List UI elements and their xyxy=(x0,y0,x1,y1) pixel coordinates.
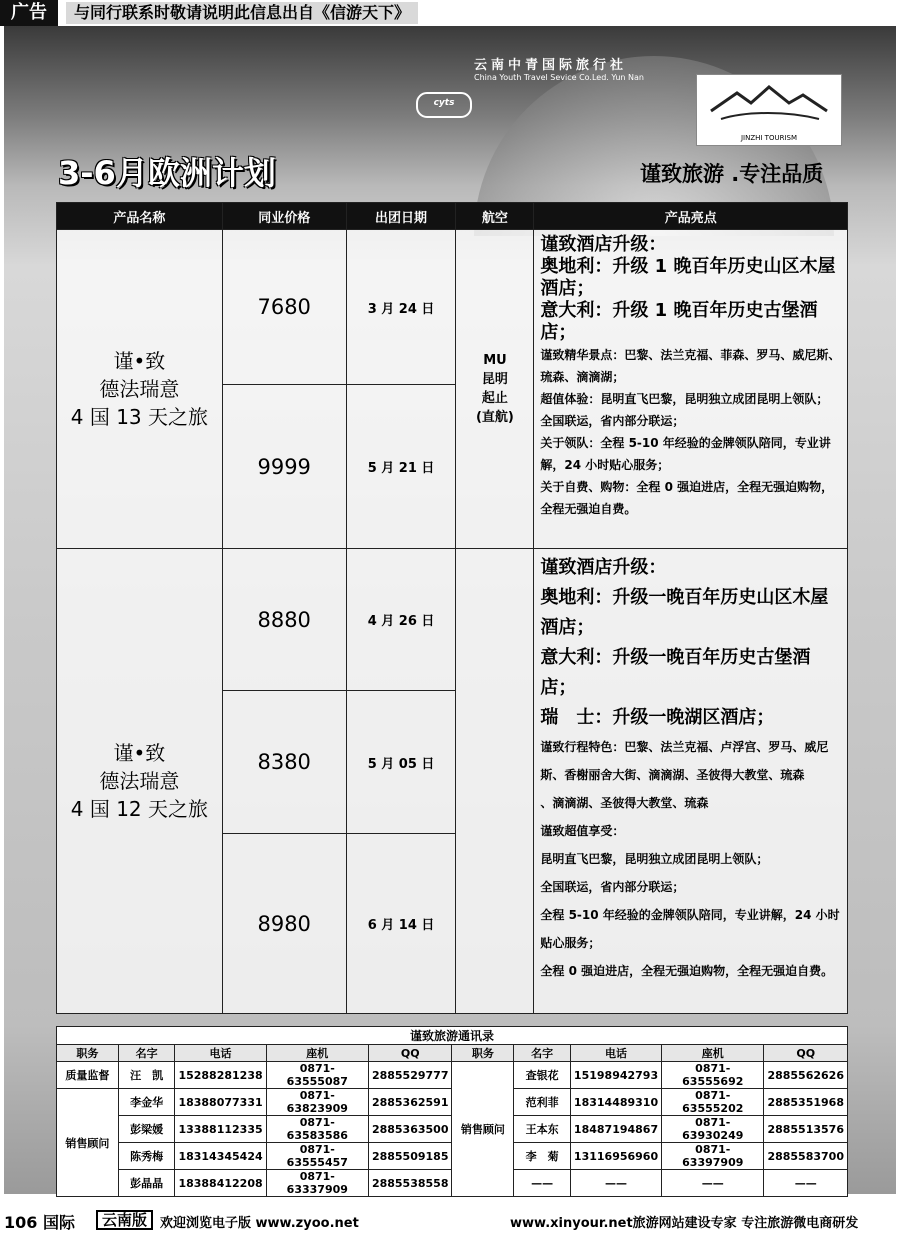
contact-name: 查银花 xyxy=(514,1062,571,1089)
contact-name: 汪 凯 xyxy=(118,1062,175,1089)
product-table xyxy=(56,202,848,1014)
departure-date: 5 月 21 日 xyxy=(346,385,456,549)
contact-landline: 0871-63823909 xyxy=(266,1089,368,1116)
highlights xyxy=(534,549,848,1014)
contact-name: —— xyxy=(514,1170,571,1197)
contact-phone: 13116956960 xyxy=(570,1143,661,1170)
highlights xyxy=(534,230,848,549)
contact-col-header: QQ xyxy=(368,1045,452,1062)
contact-phone: 18314345424 xyxy=(175,1143,266,1170)
contact-col-header: 职务 xyxy=(452,1045,514,1062)
contact-role: 质量监督 xyxy=(57,1062,119,1089)
airline-line: (直航) xyxy=(475,410,514,425)
footer-right-text: www.xinyour.net旅游网站建设专家 专注旅游微电商研发 xyxy=(510,1216,859,1231)
departure-date: 6 月 14 日 xyxy=(346,834,456,1014)
airline-line: 昆明 xyxy=(481,372,508,387)
highlight-line: 、滴滴湖、圣彼得大教堂、琉森 xyxy=(540,796,709,810)
contact-col-header: 座机 xyxy=(266,1045,368,1062)
highlight-line: 谨致行程特色：巴黎、法兰克福、卢浮宫、罗马、威尼斯、香榭丽舍大街、滴滴湖、圣彼得大教堂、琉森 xyxy=(540,740,829,782)
highlight-line: 超值体验：昆明直飞巴黎，昆明独立成团昆明上领队； xyxy=(540,392,829,406)
highlight-line: 全国联运，省内部分联运； xyxy=(540,880,685,894)
highlight-line: 全程 5-10 年经验的金牌领队陪同，专业讲解，24 小时贴心服务； xyxy=(540,908,840,950)
price: 8980 xyxy=(222,834,346,1014)
contact-landline: 0871-63555087 xyxy=(266,1062,368,1089)
highlight-line: 全程 0 强迫进店，全程无强迫购物，全程无强迫自费。 xyxy=(540,964,834,978)
contact-qq: 2885583700 xyxy=(764,1143,848,1170)
contact-landline: 0871-63555692 xyxy=(662,1062,764,1089)
highlight-line: 奥地利：升级 1 晚百年历史山区木屋酒店； xyxy=(540,256,836,299)
contact-col-header: 职务 xyxy=(57,1045,119,1062)
contact-name: 彭晶晶 xyxy=(118,1170,175,1197)
ad-label: 广告 xyxy=(0,0,58,26)
price: 8880 xyxy=(222,549,346,691)
product-line: 4 国 12 天之旅 xyxy=(70,797,208,821)
contact-name: 陈秀梅 xyxy=(118,1143,175,1170)
contact-phone: 15198942793 xyxy=(570,1062,661,1089)
highlight-line: 全国联运，省内部分联运； xyxy=(540,414,685,428)
contact-qq: 2885362591 xyxy=(368,1089,452,1116)
brand-logo xyxy=(696,74,842,146)
page-title: 3-6月欧洲计划 xyxy=(58,154,276,192)
contact-landline: 0871-63337909 xyxy=(266,1170,368,1197)
highlight-line: 谨致酒店升级： xyxy=(540,234,667,255)
contact-name: 彭梁媛 xyxy=(118,1116,175,1143)
departure-date: 3 月 24 日 xyxy=(346,230,456,385)
highlight-line: 昆明直飞巴黎，昆明独立成团昆明上领队； xyxy=(540,852,769,866)
table-row xyxy=(57,549,848,691)
page-number: 106 国际 xyxy=(4,1213,75,1232)
agency-name-en: China Youth Travel Sevice Co.Led. Yun Nan xyxy=(474,73,644,82)
contact-col-header: 名字 xyxy=(514,1045,571,1062)
highlight-line: 意大利：升级一晚百年历史古堡酒店； xyxy=(540,647,811,698)
contact-phone: —— xyxy=(570,1170,661,1197)
contact-qq: 2885351968 xyxy=(764,1089,848,1116)
product-line: 谨•致 xyxy=(113,349,166,373)
product-line: 德法瑞意 xyxy=(99,769,180,793)
price: 7680 xyxy=(222,230,346,385)
product-line: 4 国 13 天之旅 xyxy=(70,405,208,429)
col-header: 产品名称 xyxy=(57,203,223,230)
col-header: 同业价格 xyxy=(222,203,346,230)
col-header: 出团日期 xyxy=(346,203,456,230)
airline-line: 起止 xyxy=(481,391,508,406)
agency-name-cn: 云南中青国际旅行社 xyxy=(474,58,628,73)
highlight-line: 奥地利：升级一晚百年历史山区木屋酒店； xyxy=(540,587,829,638)
product-name xyxy=(57,549,223,1014)
agency-name xyxy=(474,60,644,84)
col-header: 航空 xyxy=(456,203,534,230)
top-bar xyxy=(0,0,900,26)
airline-empty xyxy=(456,549,534,1014)
product-line: 德法瑞意 xyxy=(99,377,180,401)
contact-col-header: 座机 xyxy=(662,1045,764,1062)
contact-phone: 18487194867 xyxy=(570,1116,661,1143)
departure-date: 5 月 05 日 xyxy=(346,691,456,834)
contact-role: 销售顾问 xyxy=(452,1062,514,1197)
mountain-logo-icon xyxy=(707,81,831,125)
contact-name: 范利菲 xyxy=(514,1089,571,1116)
contact-phone: 18388412208 xyxy=(175,1170,266,1197)
airline-line: MU xyxy=(483,353,507,368)
highlight-line: 关于自费、购物：全程 0 强迫进店，全程无强迫购物，全程无强迫自费。 xyxy=(540,480,834,516)
contact-row xyxy=(57,1062,848,1089)
contact-phone: 13388112335 xyxy=(175,1116,266,1143)
contact-name: 王本东 xyxy=(514,1116,571,1143)
highlight-line: 谨致超值享受： xyxy=(540,824,625,838)
product-name xyxy=(57,230,223,549)
contact-qq: 2885538558 xyxy=(368,1170,452,1197)
contact-phone: 18314489310 xyxy=(570,1089,661,1116)
section-badge: 云南版 xyxy=(96,1210,153,1230)
contact-landline: 0871-63555457 xyxy=(266,1143,368,1170)
contact-phone: 18388077331 xyxy=(175,1089,266,1116)
contact-qq: 2885513576 xyxy=(764,1116,848,1143)
contact-landline: 0871- 63930249 xyxy=(662,1116,764,1143)
contact-landline: —— xyxy=(662,1170,764,1197)
col-header: 产品亮点 xyxy=(534,203,848,230)
contact-table xyxy=(56,1026,848,1197)
agency-logo: cyts xyxy=(416,92,472,118)
contact-qq: 2885509185 xyxy=(368,1143,452,1170)
brand-name-en: JINZHI TOURISM xyxy=(740,134,798,142)
departure-date: 4 月 26 日 xyxy=(346,549,456,691)
price: 8380 xyxy=(222,691,346,834)
highlight-line: 谨致精华景点：巴黎、法兰克福、菲森、罗马、威尼斯、琉森、滴滴湖； xyxy=(540,348,841,384)
contact-landline: 0871-63583586 xyxy=(266,1116,368,1143)
contact-col-header: 电话 xyxy=(570,1045,661,1062)
footer-left-text: 欢迎浏览电子版 www.zyoo.net xyxy=(160,1216,359,1231)
price: 9999 xyxy=(222,385,346,549)
contact-qq: 2885529777 xyxy=(368,1062,452,1089)
source-notice: 与同行联系时敬请说明此信息出自《信游天下》 xyxy=(66,2,418,24)
contact-col-header: 电话 xyxy=(175,1045,266,1062)
contact-qq: 2885562626 xyxy=(764,1062,848,1089)
highlight-line: 谨致酒店升级： xyxy=(540,557,667,578)
contact-caption: 谨致旅游通讯录 xyxy=(57,1027,848,1045)
contact-qq: —— xyxy=(764,1170,848,1197)
contact-name: 李金华 xyxy=(118,1089,175,1116)
highlight-line: 意大利：升级 1 晚百年历史古堡酒店； xyxy=(540,300,818,343)
contact-col-header: 名字 xyxy=(118,1045,175,1062)
contact-phone: 15288281238 xyxy=(175,1062,266,1089)
contact-header-row xyxy=(57,1045,848,1062)
contact-name: 李 菊 xyxy=(514,1143,571,1170)
slogan: 谨致旅游 .专注品质 xyxy=(640,162,824,186)
footer xyxy=(0,1208,900,1230)
contact-qq: 2885363500 xyxy=(368,1116,452,1143)
highlight-line: 瑞 士：升级一晚湖区酒店； xyxy=(540,707,775,728)
table-header-row xyxy=(57,203,848,230)
contact-landline: 0871-63555202 xyxy=(662,1089,764,1116)
highlight-line: 关于领队：全程 5-10 年经验的金牌领队陪同，专业讲解，24 小时贴心服务； xyxy=(540,436,831,472)
contact-role: 销售顾问 xyxy=(57,1089,119,1197)
contact-landline: 0871- 63397909 xyxy=(662,1143,764,1170)
airline xyxy=(456,230,534,549)
contact-col-header: QQ xyxy=(764,1045,848,1062)
table-row xyxy=(57,230,848,385)
product-line: 谨•致 xyxy=(113,741,166,765)
